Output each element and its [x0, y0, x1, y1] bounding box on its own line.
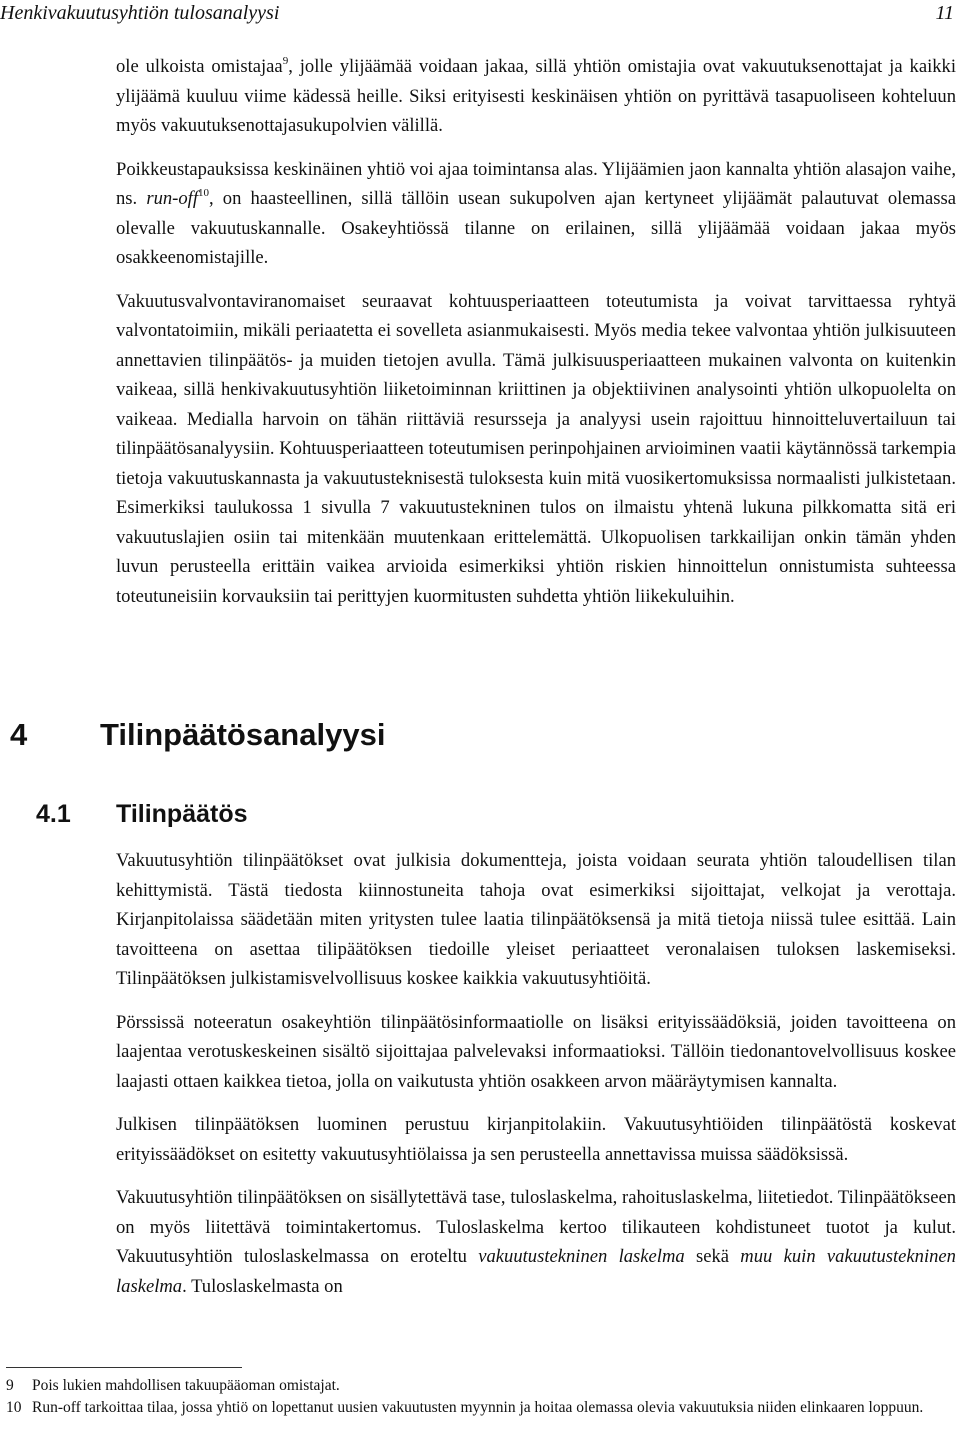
- italic-term: vakuutustekninen laskelma: [478, 1246, 685, 1267]
- paragraph: [116, 155, 956, 273]
- italic-term: run-off: [146, 188, 198, 209]
- paragraph: Vakuutusyhtiön tilinpäätökset ovat julkisia dokumentteja, joista voidaan seurata yhtiön taloudellisen tilan kehittymistä. Tästä tiedosta kiinnostuneita tahoja ovat esimerkiksi sijoittajat, velkojat ja verottaja. Kirjanpitolaissa säädetään miten yritysten tulee laatia tilinpäätöksensä ja mitä tietoja niissä tulee esittää. Lain tavoitteena on asettaa tilipäätöksen tiedoille yleiset periaatteet veronalaisen tuloksen laskemiseksi. Tilinpäätöksen julkistamisvelvollisuus koskee kaikkia vakuutusyhtiöitä.: [116, 850, 956, 989]
- text-run: Poikkeustapauksissa keskinäinen yhtiö voi ajaa toimintansa alas. Ylijäämien jaon kannalta yhtiön alasajon vaihe, ns.: [116, 158, 956, 209]
- paragraph: [116, 1183, 956, 1301]
- section-heading: [10, 717, 385, 753]
- section-body: [116, 846, 956, 1315]
- text-run: , on haasteellinen, sillä tällöin usean sukupolven ajan kertyneet ylijäämät palautuvat olemassa olevalle vakuutuskannalle. Osakeyhtiössä tilanne on erilainen, sillä ylijäämää voidaan jakaa myös osakkeenomistajille.: [116, 188, 956, 268]
- text-run: ole ulkoista omistajaa: [116, 56, 283, 77]
- text-run: Vakuutusyhtiön tilinpäätöksen on sisällytettävä tase, tuloslaskelma, rahoituslaskelma, liitetiedot. Tilinpäätökseen on myös liitettävä toimintakertomus. Tuloslaskelma kertoo tilikauteen kohdistuneet tuotot ja kulut. Vakuutusyhtiön tuloslaskelmassa on eroteltu: [116, 1187, 956, 1267]
- footnotes: [6, 1375, 956, 1419]
- section-number: 4: [10, 717, 28, 752]
- text-run: sekä: [684, 1246, 741, 1267]
- paragraph: Pörssissä noteeratun osakeyhtiön tilinpäätösinformaatiolle on lisäksi erityissäädöksiä, joiden tavoitteena on laajentaa verotuskeskeinen sisältö sijoittajaa palvelevaksi informaatioksi. Tällöin tiedonantovelvollisuus koskee laajasti ottaen kaikkea tietoa, jolla on vaikutusta yhtiön osakkeen arvon määräytymisen kannalta.: [116, 1011, 956, 1092]
- footnote-divider: [6, 1367, 242, 1368]
- footnote-number: 10: [6, 1399, 22, 1416]
- footnote-ref-9[interactable]: 9: [282, 54, 289, 67]
- footnote-number: 9: [6, 1377, 14, 1394]
- subsection-title: Tilinpäätös: [116, 800, 248, 828]
- subsection-number: 4.1: [36, 800, 71, 828]
- paragraph: [116, 52, 956, 141]
- paragraph: Julkisen tilinpäätöksen luominen perustuu kirjanpitolakiin. Vakuutusyhtiöiden tilinpäätöstä koskevat erityissäädökset on esitetty vakuutusyhtiölaissa ja sen perusteella annettavissa muissa säädöksissä.: [116, 1114, 956, 1165]
- footnote: [6, 1375, 956, 1397]
- paragraph: Vakuutusvalvontaviranomaiset seuraavat kohtuusperiaatteen toteutumista ja voivat tarvittaessa ryhtyä valvontatoimiin, mikäli periaatetta ei sovelleta asianmukaisesti. Myös media tekee valvontaa yhtiön julkisuuteen annettavien tilinpäätös- ja muiden tietojen avulla. Tämä julkisuusperiaatteen mukainen valvonta on kuitenkin vaikeaa, sillä henkivakuutusyhtiön liiketoiminnan kriittinen ja objektiivinen analysointi yhtiön ulkopuolelta on vaikeaa. Medialla harvoin on tähän riittäviä resursseja ja analyysi usein rajoittuu hinnoitteluvertailuun tai tilinpäätösanalyysiin. Kohtuusperiaatteen toteutumisen perinpohjainen arvioiminen vaatii käytännössä tarkempia tietoja vakuutuskannasta ja vakuutusteknisestä tuloksesta kuin mitä vuosikertomuksissa normaalisti julkistetaan. Esimerkiksi taulukossa 1 sivulla 7 vakuutustekninen tulos on ilmaistu yhtenä lukuna pilkkomatta sitä eri vakuutuslajien osiin tai mitenkään muutenkaan erittelemättä. Ulkopuolisen tarkkailijan onkin tämän yhden luvun perusteella erittäin vaikea arvioida esimerkiksi yhtiön riskien hinnoittelun onnistumista suhteessa toteutuneisiin korvauksiin tai perittyjen kuormitusten suhdetta yhtiön liikekuluihin.: [116, 290, 956, 607]
- intro-text: [116, 52, 956, 625]
- subsection-heading: [36, 800, 248, 829]
- running-header-title: Henkivakuutusyhtiön tulosanalyysi: [0, 2, 280, 24]
- footnote-text: Pois lukien mahdollisen takuupääoman omistajat.: [32, 1377, 340, 1394]
- page-number: 11: [935, 2, 954, 24]
- text-run: , jolle ylijäämää voidaan jakaa, sillä yhtiön omistajia ovat vakuutuksenottajat ja kaikki ylijäämä kuuluu viime kädessä heille. Siksi erityisesti keskinäisen yhtiön on pyrittävä tasapuoliseen kohteluun myös vakuutuksenottajasukupolvien välillä.: [116, 56, 956, 136]
- italic-term: muu kuin vakuutustekninen laskelma: [116, 1246, 956, 1297]
- footnote-text: Run-off tarkoittaa tilaa, jossa yhtiö on lopettanut uusien vakuutusten myynnin ja hoitaa olemassa olevia vakuutuksia niiden elinkaaren loppuun.: [32, 1399, 924, 1416]
- footnote-ref-10[interactable]: 10: [197, 186, 209, 199]
- text-run: . Tuloslaskelmasta on: [182, 1275, 343, 1297]
- section-title: Tilinpäätösanalyysi: [100, 717, 386, 752]
- footnote: [6, 1397, 956, 1419]
